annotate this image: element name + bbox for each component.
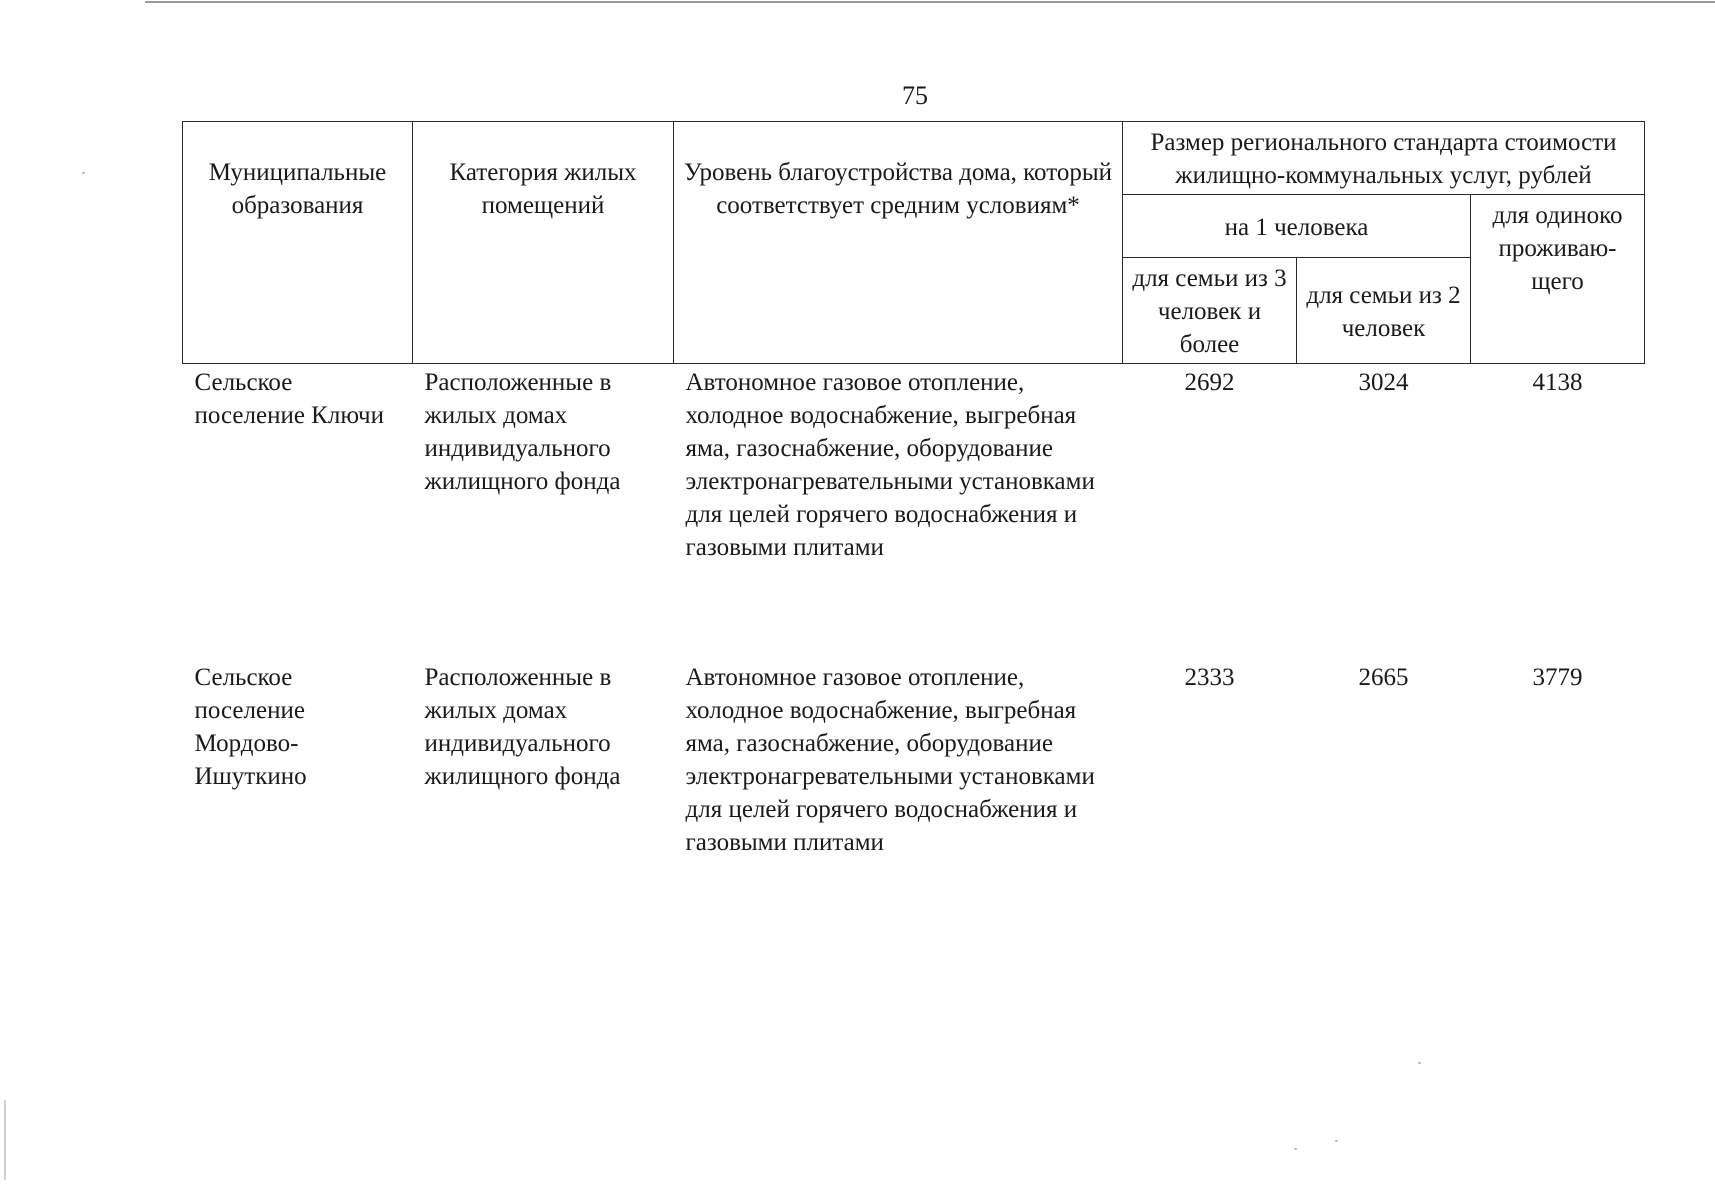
header-per-person: на 1 человека [1123,195,1471,258]
scan-speck [82,172,85,174]
header-family-3-plus: для семьи из 3 человек и более [1123,258,1297,364]
cell-family-2: 2665 [1358,664,1409,691]
cell-single-resident: 4138 [1532,369,1583,396]
header-municipal: Муниципальные образования [183,122,413,364]
header-improvement-level-line1: Уровень благоустройства дома, который [684,159,1112,186]
housing-cost-table [182,121,1645,921]
housing-cost-table-container [182,121,1645,921]
header-row-1 [183,122,1645,195]
page-number: 75 [902,81,928,110]
header-regional-standard: Размер регионального стандарта стоимости жилищно-коммунальных услуг, рублей [1123,122,1645,195]
cell-family-2: 3024 [1358,369,1409,396]
cell-family-3-plus: 2692 [1184,369,1235,396]
header-improvement-level-line2: соответствует средним условиям* [716,192,1080,219]
cell-single-resident: 3779 [1532,664,1583,691]
cell-municipal: Сельское поселение Мордово-Ишуткино [194,664,307,790]
cell-municipal: Сельское поселение Ключи [194,369,385,429]
top-border-line [145,1,1715,3]
header-category: Категория жилых помещений [413,122,674,364]
scan-edge-mark [4,1100,6,1180]
cell-family-3-plus: 2333 [1184,664,1235,691]
header-family-2: для семьи из 2 человек [1297,258,1471,364]
scan-speck [1294,1148,1297,1150]
scan-speck [1335,1140,1338,1142]
scan-speck [1418,1062,1421,1064]
table-body [183,364,1645,922]
cell-category: Расположенные в жилых домах индивидуального жилищного фонда [424,369,621,495]
table-header [183,122,1645,364]
header-single-resident: для одиноко проживаю-щего [1471,195,1645,364]
cell-improvement-level: Автономное газовое отопление, холодное водоснабжение, выгребная яма, газоснабжение, оборудование электронагревательными установками для целей горячего водоснабжения и газовыми плитами [685,369,1095,561]
table-row [183,659,1645,921]
cell-improvement-level: Автономное газовое отопление, холодное водоснабжение, выгребная яма, газоснабжение, оборудование электронагревательными установками для целей горячего водоснабжения и газовыми плитами [685,664,1095,856]
table-row [183,364,1645,660]
cell-category: Расположенные в жилых домах индивидуального жилищного фонда [424,664,621,790]
header-improvement-level [674,122,1123,364]
